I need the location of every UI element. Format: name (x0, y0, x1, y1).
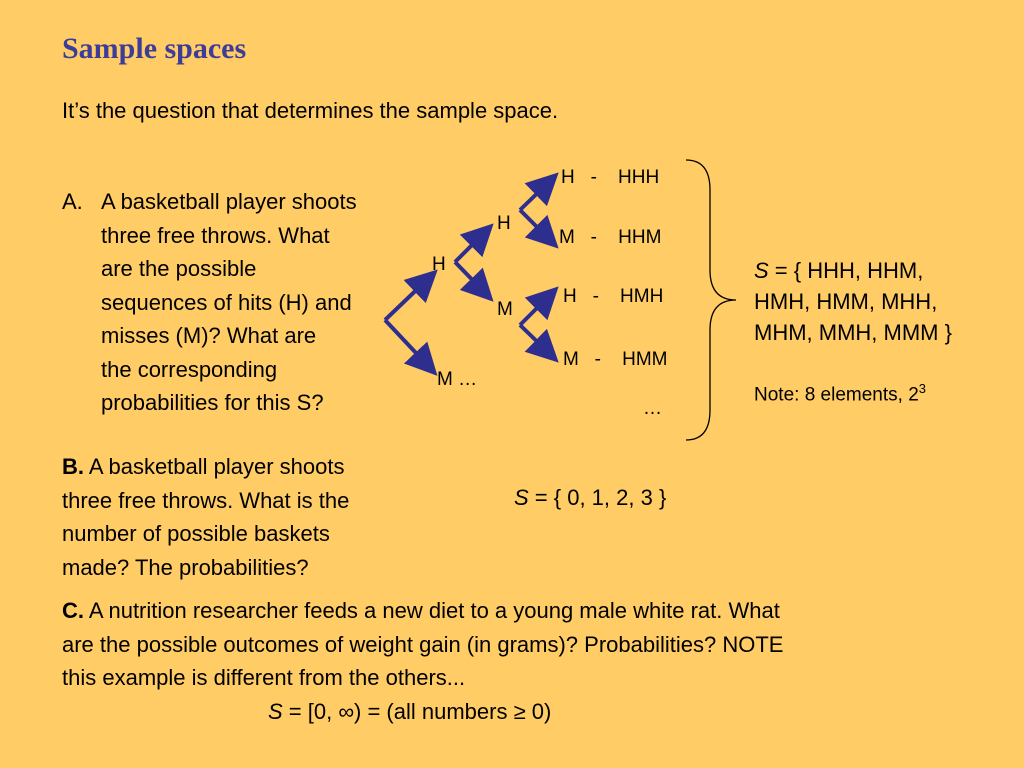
tree-arrow (455, 229, 488, 262)
question-a-line: the corresponding (101, 356, 278, 382)
question-a-label: A. (62, 189, 83, 214)
question-a-line: three free throws. What (101, 222, 330, 248)
outcome-row: H - HMH (563, 286, 664, 307)
sample-space-b: S = { 0, 1, 2, 3 } (514, 485, 667, 510)
question-a-line: sequences of hits (H) and (101, 289, 352, 315)
tree-arrow (455, 262, 488, 296)
question-a-line: are the possible (101, 256, 257, 281)
tree-arrow (520, 178, 553, 210)
question-c-label: C. (62, 598, 84, 623)
tree-node-h1: H (432, 254, 446, 275)
slide-subtitle: It’s the question that determines the sample space. (62, 98, 559, 123)
question-c-text: C. A nutrition researcher feeds a new diet to a young male white rat. What are the possible outcomes of weight gain (in grams)? Probabilities? NOTE this example is different from the others... (62, 598, 784, 690)
sample-space-a: S = { HHH, HHM, HMH, HMM, MHH, MHM, MMH, MMM } (754, 258, 952, 345)
tree-arrow (520, 210, 553, 243)
tree-node-m1: M … (437, 369, 478, 390)
set-symbol: S (754, 258, 769, 283)
tree-node-h2: H (497, 213, 511, 234)
tree-arrow (385, 320, 432, 370)
question-b-text: B. A basketball player shoots three free throws. What is the number of possible baskets made? The probabilities? (62, 454, 350, 580)
sample-space-c: S = [0, ∞) = (all numbers ≥ 0) (268, 699, 552, 724)
outcome-row: H - HHH (561, 167, 660, 188)
right-brace (686, 160, 736, 440)
element-count-note: Note: 8 elements, $2^3$ (754, 381, 926, 406)
question-b-label: B. (62, 454, 84, 479)
tree-arrow (520, 292, 553, 325)
outcome-row: M - HMM (563, 349, 668, 370)
tree-arrow (385, 275, 432, 320)
tree-node-m2: M (497, 299, 513, 320)
question-a-line: probabilities for this S? (101, 390, 324, 415)
question-a-line: misses (M)? What are (101, 323, 317, 348)
tree-arrow (520, 325, 553, 357)
outcome-row: M - HHM (559, 227, 662, 248)
slide-title: Sample spaces (62, 32, 247, 65)
tree-ellipsis: … (643, 398, 662, 419)
question-a-line: A basketball player shoots (101, 189, 357, 214)
